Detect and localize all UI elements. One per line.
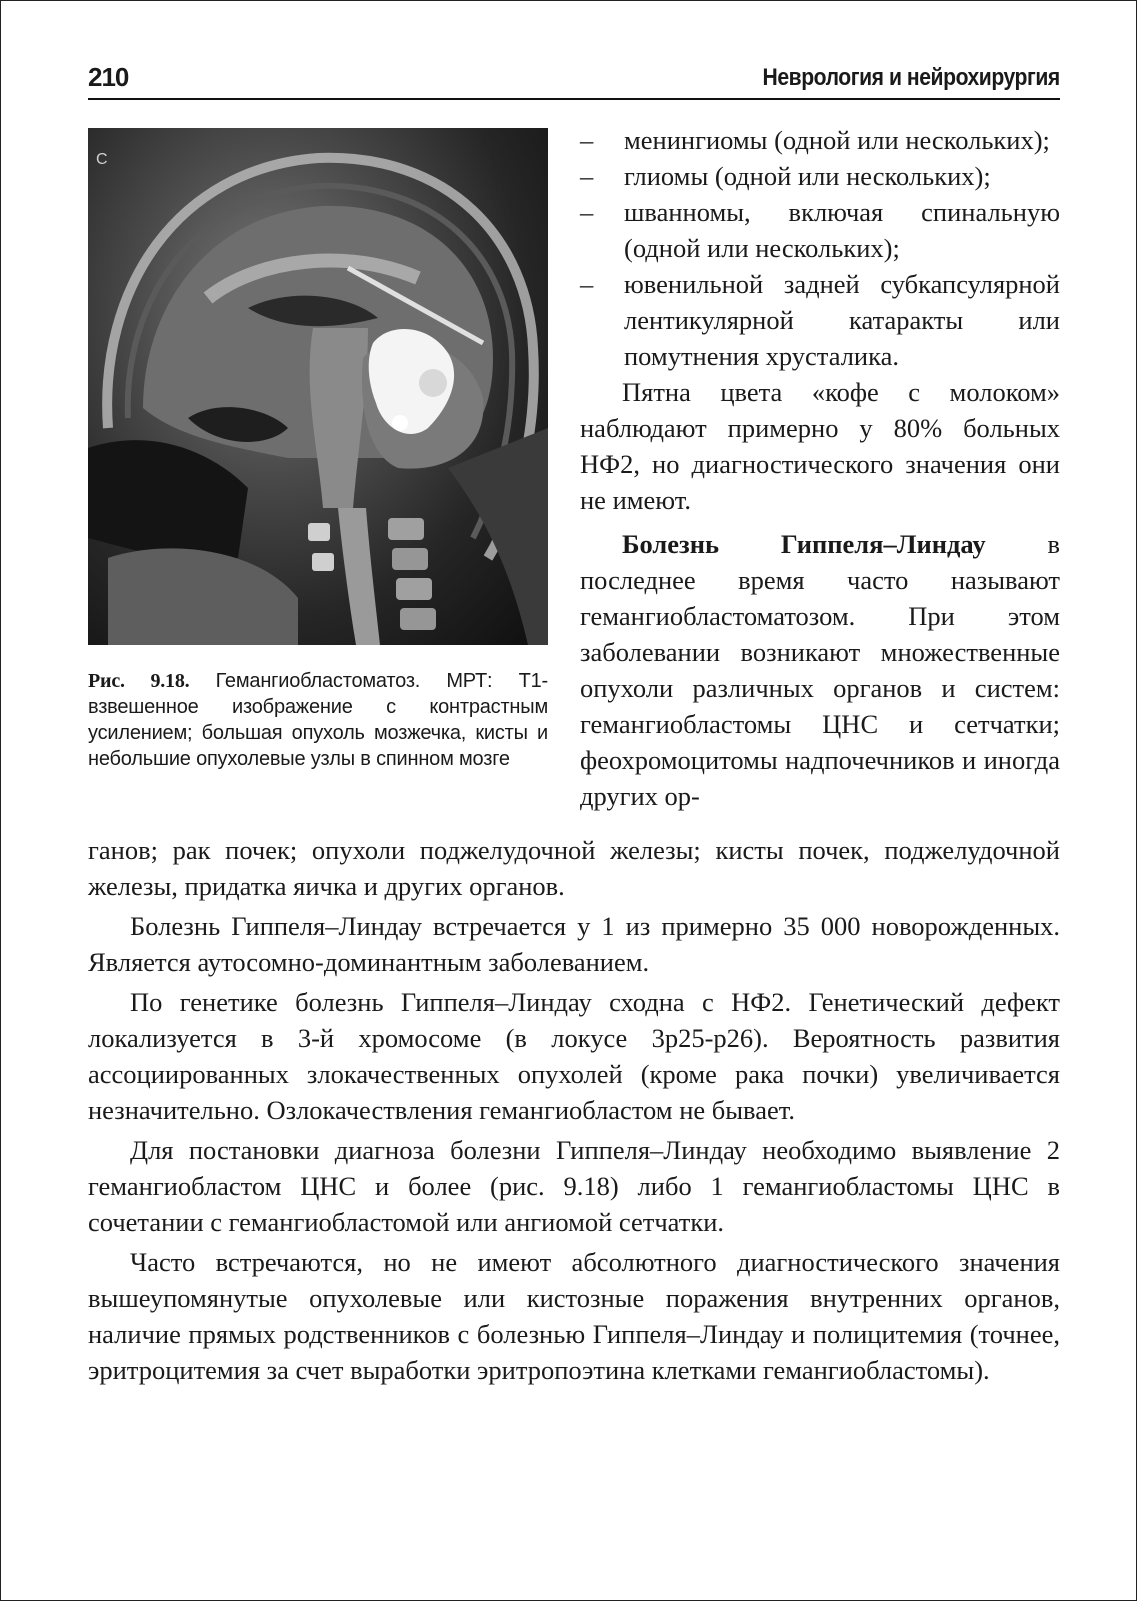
paragraph-findings: Часто встречаются, но не имеют абсолютного диагностического значения вышеупомянутые опухолевые или кистозные поражения внутренних органов, наличие прямых родственников с болезнью Гиппеля–Линдау и полицитемия (точнее, эритроцитемия за счет выработки эритропоэтина клетками гемангиобластомы). [88, 1247, 1060, 1385]
caption-label: Рис. 9.18. [88, 670, 190, 692]
image-letter: C [96, 151, 108, 168]
paragraph-continuation: ганов; рак почек; опухоли поджелудочной железы; кисты почек, поджелудочной железы, придатка яичка и других органов. [88, 835, 1060, 901]
paragraph-diagnosis: Для постановки диагноза болезни Гиппеля–Линдау необходимо выявление 2 гемангиобластом ЦНС и более (рис. 9.18) либо 1 гемангиобластомы ЦНС в сочетании с гемангиобластомой или ангиомой сетчатки. [88, 1135, 1060, 1237]
mri-image [88, 128, 548, 645]
list-item: – ювенильной задней субкапсулярной лентикулярной катаракты или помутнения хрусталика. [580, 266, 1060, 374]
paragraph-genetics: По генетике болезнь Гиппеля–Линдау сходна с НФ2. Генетический дефект локализуется в 3-й хромосоме (в локусе 3р25-р26). Вероятность развития ассоциированных злокачественных опухолей (кроме рака почки) увеличивается незначительно. Озлокачествления гемангиобластом не бывает. [88, 987, 1060, 1125]
page-number: 210 [88, 62, 129, 92]
term-vhl: Болезнь Гиппеля–Линдау [622, 529, 986, 559]
paragraph-incidence: Болезнь Гиппеля–Линдау встречается у 1 из примерно 35 000 новорожденных. Является аутосомно-доминантным заболеванием. [88, 911, 1060, 977]
symptom-list [580, 122, 1060, 374]
paragraph-cafe-au-lait: Пятна цвета «кофе с молоком» наблюдают примерно у 80% больных НФ2, но диагностического значения они не имеют. [580, 377, 1060, 515]
figure-caption [88, 668, 548, 772]
body-text [88, 832, 1060, 1388]
list-item: – менингиомы (одной или нескольких); [580, 122, 1060, 158]
mri-figure [88, 128, 548, 645]
list-item: – глиомы (одной или нескольких); [580, 158, 1060, 194]
caption-text: Гемангиобластоматоз. МРТ: Т1-взвешенное изображение с контрастным усилением; большая опухоль мозжечка, кисты и небольшие опухолевые узлы в спинном мозге [88, 670, 548, 770]
paragraph-vhl-text: в последнее время часто называют гемангиобластоматозом. При этом заболевании возникают множественные опухоли различных органов и систем: гемангиобластомы ЦНС и сетчатки; феохромоцитомы надпочечников и иногда других ор- [580, 529, 1060, 811]
right-column [580, 122, 1060, 814]
book-title: Неврология и нейрохирургия [762, 64, 1060, 91]
paragraph-vhl-intro [580, 526, 1060, 814]
list-item: – шванномы, включая спинальную (одной или нескольких); [580, 194, 1060, 266]
running-head [88, 58, 1060, 100]
